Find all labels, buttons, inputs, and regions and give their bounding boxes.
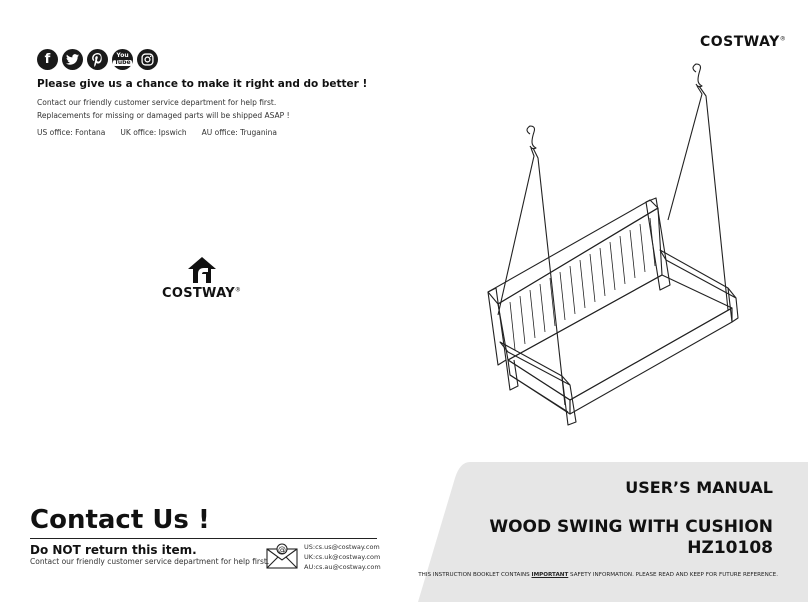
office-au: AU office: Truganina [201, 128, 278, 137]
brand-name-top: COSTWAY [700, 34, 780, 50]
social-icons [37, 49, 158, 70]
right-rope [668, 86, 728, 310]
youtube-glyph-top: You [116, 52, 129, 59]
help-line: Contact our friendly customer service department for help first. [37, 98, 277, 107]
product-title [489, 517, 773, 559]
brand-reg-center: ® [234, 286, 242, 294]
notice-strong: IMPORTANT [531, 572, 569, 578]
slogan: Please give us a chance to make it right and do better ! [37, 78, 368, 90]
mail-icon [266, 543, 298, 569]
left-hook-icon [527, 126, 536, 149]
left-rope [498, 148, 565, 405]
left-back-leg [506, 360, 518, 390]
office-uk: UK office: Ipswich [120, 128, 187, 137]
svg-text:@: @ [278, 545, 286, 554]
notice-after: SAFETY INFORMATION. PLEASE READ AND KEEP FOR FUTURE REFERENCE. [568, 572, 778, 578]
manual-title: USER’S MANUAL [625, 478, 773, 497]
seat-front [570, 308, 732, 414]
youtube-glyph-bottom: Tube [114, 59, 131, 66]
contact-title: Contact Us ! [30, 505, 210, 535]
product-name: WOOD SWING WITH CUSHION [489, 517, 773, 537]
twitter-icon[interactable] [62, 49, 83, 70]
left-armrest [500, 342, 570, 385]
youtube-icon[interactable] [112, 49, 133, 70]
email-uk[interactable]: UK:cs.uk@costway.com [304, 553, 381, 561]
swing-illustration [470, 60, 750, 435]
safety-notice [418, 572, 778, 578]
email-us[interactable]: US:cs.us@costway.com [304, 543, 380, 551]
replacement-line: Replacements for missing or damaged parts will be shipped ASAP ! [37, 111, 290, 120]
office-list [37, 128, 277, 137]
email-au[interactable]: AU:cs.au@costway.com [304, 563, 381, 571]
email-list [304, 542, 381, 572]
product-model: HZ10108 [687, 538, 773, 558]
pinterest-icon[interactable] [87, 49, 108, 70]
right-post [646, 198, 670, 290]
do-not-return: Do NOT return this item. [30, 543, 197, 557]
brand-reg-top: ® [779, 35, 787, 43]
left-post [488, 288, 506, 365]
backrest-frame [498, 208, 662, 360]
facebook-glyph: f [44, 52, 51, 67]
contact-subtitle: Contact our friendly customer service department for help first. [30, 557, 270, 566]
right-hook-icon [693, 64, 702, 87]
brand-logo-top [700, 34, 786, 50]
right-front-leg [728, 288, 738, 322]
instagram-icon[interactable] [137, 49, 158, 70]
facebook-icon[interactable] [37, 49, 58, 70]
notice-before: THIS INSTRUCTION BOOKLET CONTAINS [418, 572, 532, 578]
divider [30, 538, 377, 539]
office-us: US office: Fontana [37, 128, 106, 137]
brand-logo-center [162, 256, 241, 301]
brand-name-center: COSTWAY [162, 286, 235, 301]
house-logo-icon [187, 256, 217, 284]
